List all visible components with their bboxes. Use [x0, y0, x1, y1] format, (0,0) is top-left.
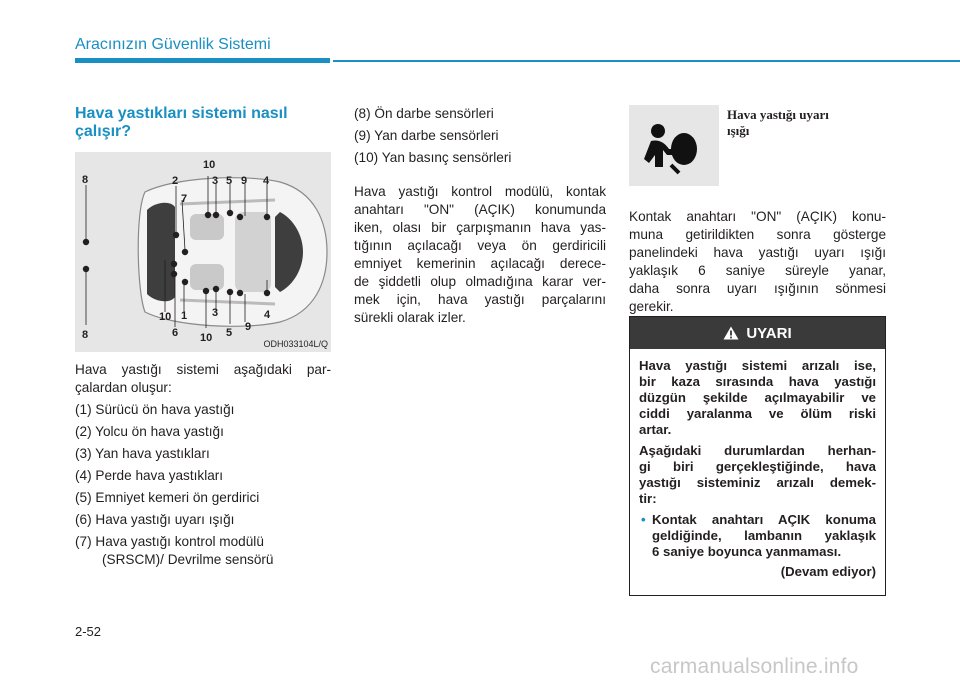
paragraph-line: yaklaşık 6 saniye süreyle yanar,: [629, 263, 886, 278]
list-item: (10) Yan basınç sensörleri: [354, 150, 512, 165]
list-item: (7) Hava yastığı kontrol modülü: [75, 534, 264, 549]
indicator-title-line: ışığı: [727, 123, 750, 138]
list-item: (1) Sürücü ön hava yastığı: [75, 402, 235, 417]
section-heading: [75, 105, 331, 141]
indicator-title: [727, 107, 877, 139]
callout-10-bottom: 10: [200, 332, 213, 344]
indicator-title-line: Hava yastığı uyarı: [727, 107, 829, 122]
callout-7: 7: [181, 193, 188, 205]
paragraph-line: sürekli olarak izler.: [354, 310, 466, 325]
warning-line: gi biri gerçekleştiğinde, hava: [639, 459, 876, 474]
warning-header: [630, 317, 885, 349]
warning-paragraph-2: [639, 443, 876, 507]
paragraph-line: daha sonra uyarı ışığının sönmesi: [629, 281, 886, 296]
components-list: [75, 361, 331, 569]
callout-9-bottom: 9: [245, 321, 252, 333]
heading-line: Hava yastıkları sistemi nasıl: [75, 105, 288, 122]
paragraph-line: tığının açılacağı veya ön gerdiricili: [354, 238, 606, 253]
callout-10-top: 10: [203, 159, 216, 171]
header-rule-thick: [75, 58, 330, 63]
page-number: 2-52: [75, 624, 102, 639]
warning-line: Hava yastığı sistemi arızalı ise,: [639, 358, 876, 373]
paragraph-line: muna getirildikten sonra gösterge: [629, 227, 886, 242]
watermark: carmanualsonline.info: [650, 655, 859, 678]
warning-body: [630, 349, 885, 580]
continued-note: (Devam ediyor): [780, 564, 876, 579]
warning-line: Kontak anahtarı AÇIK konuma: [652, 512, 876, 527]
list-item: (4) Perde hava yastıkları: [75, 468, 224, 483]
callout-5-top: 5: [226, 175, 233, 187]
callout-9-top: 9: [241, 175, 248, 187]
column-2: [354, 105, 606, 327]
list-item: (8) Ön darbe sensörleri: [354, 106, 494, 121]
warning-line: tir:: [639, 491, 657, 506]
callout-5-bottom: 5: [226, 327, 233, 339]
bullet-icon: •: [641, 512, 646, 527]
callout-10-left: 10: [159, 311, 172, 323]
warning-line: Aşağıdaki durumlardan herhan-: [639, 443, 876, 458]
car-topview-illustration: [75, 152, 331, 352]
paragraph-line: panelindeki hava yastığı uyarı ışığı: [629, 245, 886, 260]
list-item: (5) Emniyet kemeri ön gerdirici: [75, 490, 260, 505]
body-paragraph: [354, 183, 606, 327]
warning-line: artar.: [639, 422, 672, 437]
column-1: [75, 105, 331, 141]
warning-line: ciddi yaralanma ve ölüm riski: [639, 406, 876, 421]
callout-8-rear: 8: [82, 329, 89, 341]
list-item: (3) Yan hava yastıkları: [75, 446, 210, 461]
paragraph-line: mek için, hava yastığı parçalarını: [354, 292, 606, 307]
indicator-paragraph: [629, 208, 886, 316]
paragraph-line: iken, olası bir çarpışmanın hava yas-: [354, 220, 606, 235]
intro-line: Hava yastığı sistemi aşağıdaki par-: [75, 362, 331, 377]
paragraph-line: de şiddetli olup olmadığına karar ver-: [354, 274, 606, 289]
warning-paragraph-1: [639, 358, 876, 438]
heading-line: çalışır?: [75, 123, 132, 140]
warning-triangle-icon: [723, 326, 739, 340]
figure-code: ODH033104L/Q: [263, 339, 328, 349]
warning-line: bir kaza sırasında hava yastığı: [639, 374, 876, 389]
callout-1: 1: [181, 310, 188, 322]
intro-line: çalardan oluşur:: [75, 380, 172, 395]
paragraph-line: emniyet kemerinin açılacağı derece-: [354, 256, 606, 271]
paragraph-line: Hava yastığı kontrol modülü, kontak: [354, 184, 606, 199]
warning-line: 6 saniye boyunca yanmaması.: [652, 544, 842, 559]
warning-line: geldiğinde, lambanın yaklaşık: [652, 528, 876, 543]
paragraph-line: Kontak anahtarı "ON" (AÇIK) konu-: [629, 209, 886, 224]
callout-2: 2: [172, 175, 179, 187]
header-rule-thin: [333, 60, 960, 62]
section-title: Aracınızın Güvenlik Sistemi: [75, 36, 271, 53]
rear-seat: [235, 212, 271, 292]
list-item: (2) Yolcu ön hava yastığı: [75, 424, 224, 439]
paragraph-line: gerekir.: [629, 299, 674, 314]
warning-box: [629, 316, 886, 596]
front-right-seat: [190, 264, 224, 290]
callout-6: 6: [172, 327, 179, 339]
list-item: (6) Hava yastığı uyarı ışığı: [75, 512, 235, 527]
list-item: (9) Yan darbe sensörleri: [354, 128, 499, 143]
warning-title: UYARI: [746, 324, 792, 342]
warning-bullet-item: [639, 512, 876, 560]
warning-line: yastığı sisteminiz arızalı demek-: [639, 475, 876, 490]
airbag-warning-icon: [629, 105, 719, 186]
airbag-diagram: [75, 152, 331, 352]
windshield: [147, 203, 175, 302]
airbag-warning-light-icon-box: [629, 105, 719, 186]
callout-8-front: 8: [82, 174, 89, 186]
list-item-continuation: (SRSCM)/ Devrilme sensörü: [102, 552, 274, 567]
callout-4-bottom: 4: [264, 309, 271, 321]
callout-4-top: 4: [263, 175, 270, 187]
warning-line: düzgün şekilde açılmayabilir ve: [639, 390, 876, 405]
paragraph-line: anahtarı "ON" (AÇIK) konumunda: [354, 202, 606, 217]
callout-3-top: 3: [212, 175, 219, 187]
callout-3-bottom: 3: [212, 307, 219, 319]
